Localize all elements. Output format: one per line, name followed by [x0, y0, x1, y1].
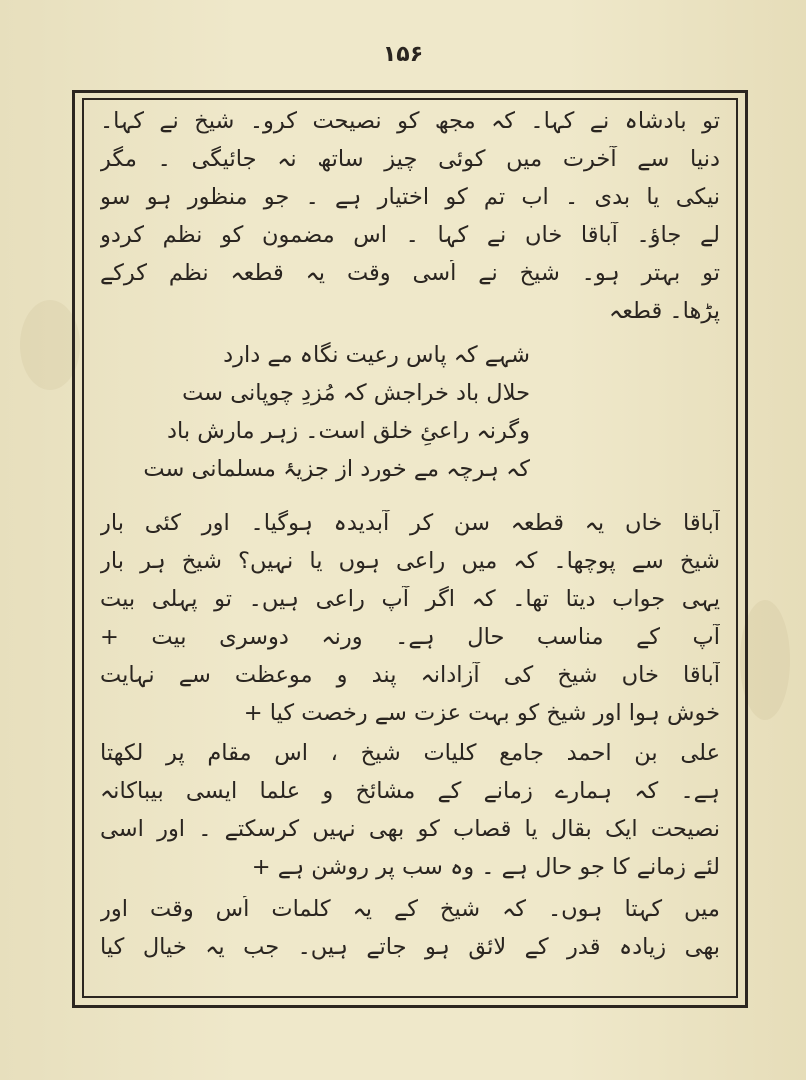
page-number: ۱۵۶	[382, 42, 424, 67]
text-line: ہے۔ کہ ہمارے زمانے کے مشائخ و علما ایسی بیباکانہ	[100, 778, 720, 804]
text-line: پڑھا۔ قطعہ	[609, 298, 720, 324]
text-line: آپ کے مناسب حال ہے۔ ورنہ دوسری بیت +	[100, 624, 720, 650]
text-line: لے جاؤ۔ آباقا خاں نے کہا ۔ اس مضمون کو نظم کردو	[100, 222, 720, 248]
body-text	[100, 100, 720, 990]
verse-line: وگرنہ راعئِ خلق است۔ زہر مارش باد	[167, 418, 530, 444]
verse-line: کہ ہرچہ مے خورد از جزیۂ مسلمانی ست	[143, 456, 530, 482]
text-line: شیخ سے پوچھا۔ کہ میں راعی ہوں یا نہیں؟ شیخ ہر بار	[100, 548, 720, 574]
paper-stain	[20, 300, 80, 390]
text-line: تو بہتر ہو۔ شیخ نے اُسی وقت یہ قطعہ نظم کرکے	[100, 260, 720, 286]
text-line: آباقا خاں یہ قطعہ سن کر آبدیدہ ہوگیا۔ اور کئی بار	[100, 510, 720, 536]
text-line: بھی زیادہ قدر کے لائق ہو جاتے ہیں۔ جب یہ خیال کیا	[100, 934, 720, 960]
verse-line: حلال باد خراجش کہ مُزدِ چوپانی ست	[182, 380, 530, 406]
verse-line: شہے کہ پاس رعیت نگاہ مے دارد	[223, 342, 530, 368]
text-line: نیکی یا بدی ۔ اب تم کو اختیار ہے ۔ جو منظور ہو سو	[100, 184, 720, 210]
text-line: یہی جواب دیتا تھا۔ کہ اگر آپ راعی ہیں۔ تو پہلی بیت	[100, 586, 720, 612]
text-line: خوش ہوا اور شیخ کو بہت عزت سے رخصت کیا +	[243, 700, 720, 726]
text-line: دنیا سے آخرت میں کوئی چیز ساتھ نہ جائیگی ۔ مگر	[100, 146, 720, 172]
text-line: تو بادشاہ نے کہا۔ کہ مجھ کو نصیحت کرو۔ شیخ نے کہا۔	[100, 108, 720, 134]
text-line: میں کہتا ہوں۔ کہ شیخ کے یہ کلمات اُس وقت اور	[100, 896, 720, 922]
text-line: لئے زمانے کا جو حال ہے ۔ وہ سب پر روشن ہے +	[251, 854, 720, 880]
text-line: آباقا خاں شیخ کی آزادانہ پند و موعظت سے نہایت	[100, 662, 720, 688]
text-line: نصیحت ایک بقال یا قصاب کو بھی نہیں کرسکتے ۔ اور اسی	[100, 816, 720, 842]
text-line: علی بن احمد جامع کلیات شیخ ، اس مقام پر لکھتا	[100, 740, 720, 766]
